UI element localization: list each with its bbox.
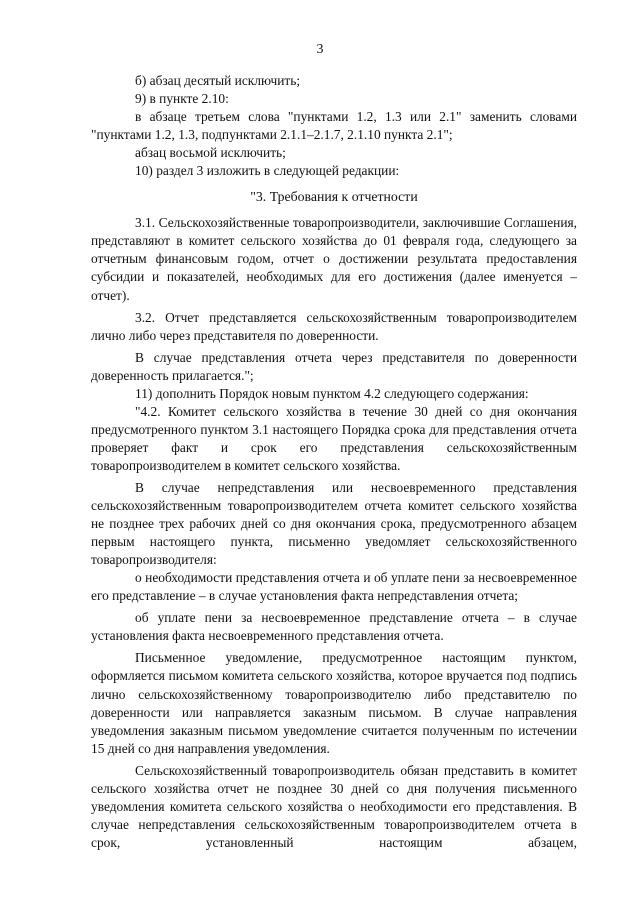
section-heading: "3. Требования к отчетности xyxy=(250,189,418,205)
paragraph-3-1: 3.1. Сельскохозяйственные товаропроизводители, заключившие Соглашения, представляют в комитет сельского хозяйства до 01 февраля года, следующего за отчетным финансовым годом, отчет о достижении результата предоставления субсидии и показателей, необходимых для его достижения (далее именуется – отчет). xyxy=(91,215,577,303)
paragraph-clause-b: б) абзац десятый исключить; xyxy=(135,73,301,88)
paragraph-item-11: 11) дополнить Порядок новым пунктом 4.2 следующего содержания: xyxy=(135,385,529,401)
paragraph-4-2-obligation: Сельскохозяйственный товаропроизводитель обязан представить в комитет сельского хозяйства отчет не позднее 30 дней со дня получения письменного уведомления комитета сельского хозяйства о необходимости его представления. В случае непредставления сельскохозяйственным товаропроизводителем отчета в срок, установленный настоящим абзацем, xyxy=(91,762,577,850)
paragraph-item-9-delete: абзац восьмой исключить; xyxy=(135,145,286,161)
paragraph-item-9: 9) в пункте 2.10: xyxy=(135,91,229,107)
paragraph-3-2-representative: В случае представления отчета через представителя по доверенности доверенность прилагается."; xyxy=(91,349,577,383)
paragraph-item-10: 10) раздел 3 изложить в следующей редакции: xyxy=(135,163,400,179)
paragraph-4-2-late: об уплате пени за несвоевременное представление отчета – в случае установления факта несвоевременного представления отчета. xyxy=(91,610,577,644)
paragraph-4-2: "4.2. Комитет сельского хозяйства в течение 30 дней со дня окончания предусмотренного пунктом 3.1 настоящего Порядка срока для представления отчета проверяет факт и срок его представления сельскохозяйственным товаропроизводителем в комитет сельского хозяйства. xyxy=(91,403,577,473)
paragraph-4-2-written-notice: Письменное уведомление, предусмотренное настоящим пунктом, оформляется письмом комитета сельского хозяйства, которое вручается под подпись лично сельскохозяйственному товаропроизводителю либо представителю по доверенности или направляется заказным письмом. В случае направления уведомления заказным письмом уведомление считается полученным по истечении 15 дней со дня направления уведомления. xyxy=(91,650,577,756)
document-body xyxy=(91,72,577,852)
paragraph-3-2: 3.2. Отчет представляется сельскохозяйственным товаропроизводителем лично либо через представителя по доверенности. xyxy=(91,309,577,343)
page-number: 3 xyxy=(316,42,324,57)
paragraph-item-9-replace: в абзаце третьем слова "пунктами 1.2, 1.3 или 2.1" заменить словами "пунктами 1.2, 1.3, подпунктами 2.1.1–2.1.7, 2.1.10 пункта 2.1"; xyxy=(91,109,577,143)
paragraph-4-2-nonsubmission: о необходимости представления отчета и об уплате пени за несвоевременное его представление – в случае установления факта непредставления отчета; xyxy=(91,570,577,604)
paragraph-4-2-notice: В случае непредставления или несвоевременного представления сельскохозяйственным товаропроизводителем отчета комитет сельского хозяйства не позднее трех рабочих дней со дня окончания срока, предусмотренного абзацем первым настоящего пункта, письменно уведомляет сельскохозяйственного товаропроизводителя: xyxy=(91,479,577,568)
